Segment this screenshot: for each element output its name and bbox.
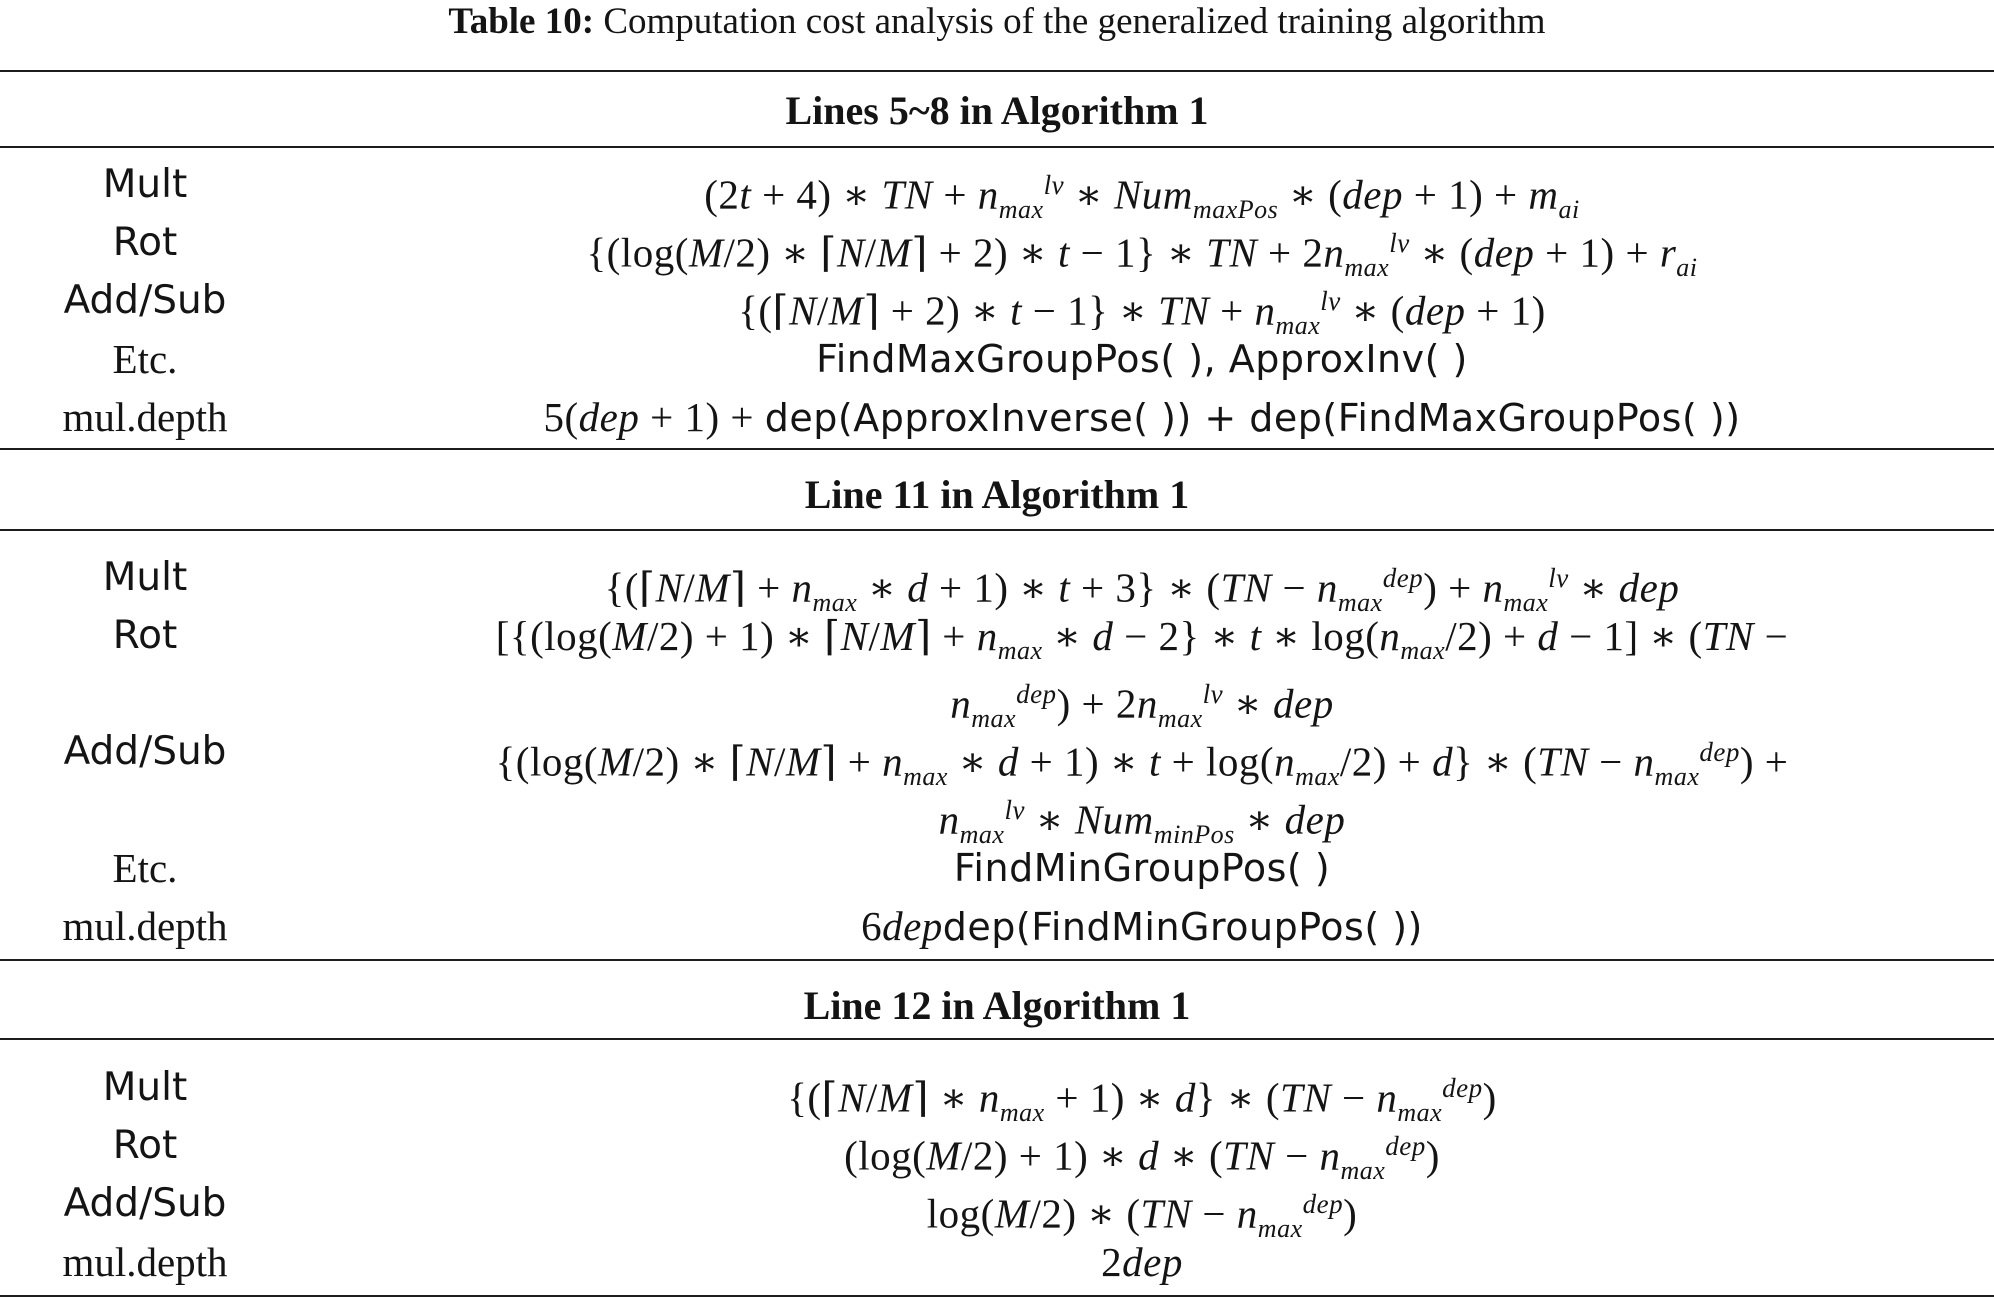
table-row	[0, 549, 1994, 617]
table-row	[0, 214, 1994, 282]
bottom-rule	[0, 1295, 1994, 1297]
table-row	[0, 1059, 1994, 1127]
table-row	[0, 839, 1994, 897]
row-label: Mult	[102, 162, 188, 207]
row-label: Add/Sub	[63, 729, 227, 774]
table-row	[0, 272, 1994, 340]
section-1-header-rule	[0, 146, 1994, 148]
table-row	[0, 1117, 1994, 1185]
row-expression: log(M/2) ∗ $(TN - n_{max}^{dep})$	[926, 1189, 1358, 1243]
section-3-top-rule	[0, 959, 1994, 961]
row-expression: (2t + 4) ∗ TN + $n_{max}^{lv}$ ∗ Num$_{maxPos}$ ∗ $(dep + 1) + m_{ai}$	[704, 170, 1580, 224]
row-expression: (log(M/2) + 1) ∗ d ∗ $(TN - n_{max}^{dep})$	[844, 1131, 1440, 1185]
row-label: Mult	[102, 555, 188, 600]
row-label: mul.depth	[62, 1239, 228, 1285]
row-expression: FindMinGroupPos( )	[953, 846, 1331, 890]
caption-text: Computation cost analysis of the generalized training algorithm	[603, 1, 1546, 42]
table-row	[0, 607, 1994, 665]
row-expression: FindMaxGroupPos( ), ApproxInv( )	[816, 337, 1468, 381]
row-label: Etc.	[112, 336, 178, 382]
row-label: Add/Sub	[63, 278, 227, 323]
row-label: mul.depth	[62, 394, 228, 440]
table-row	[0, 330, 1994, 388]
row-expression: {(⌈N/M⌉ + $n_{max}$ ∗ d + 1) ∗ t + 3} ∗ $(TN - n_{max}^{dep}) + n_{max}^{lv}$ ∗ dep	[604, 563, 1680, 617]
table-row	[0, 1233, 1994, 1291]
row-expression: {(⌈N/M⌉ + 2) ∗ t − 1} ∗ TN + $n_{max}^{lv}$ ∗ (dep + 1)	[738, 286, 1546, 340]
row-label: Rot	[112, 220, 178, 265]
row-expression: 5(dep + 1) + dep(ApproxInverse( )) + dep(FindMaxGroupPos( ))	[543, 394, 1741, 440]
row-expression: {(⌈N/M⌉ ∗ $n_{max} + 1$) ∗ d} ∗ $(TN - n_{max}^{dep})$	[787, 1073, 1497, 1127]
section-1-title: Lines 5~8 in Algorithm 1	[785, 88, 1209, 133]
table-row	[0, 156, 1994, 224]
row-label: mul.depth	[62, 903, 228, 949]
table-caption	[0, 0, 1994, 44]
row-expression: $n_{max}^{lv}$ ∗ Num$_{minPos}$ ∗ dep	[938, 795, 1346, 849]
section-2-header-rule	[0, 529, 1994, 531]
section-3-title: Line 12 in Algorithm 1	[803, 983, 1191, 1028]
row-expression: 6depdep(FindMinGroupPos( ))	[861, 903, 1423, 949]
top-rule	[0, 70, 1994, 72]
row-label: Rot	[112, 613, 178, 658]
table-row	[0, 897, 1994, 955]
table-row	[0, 723, 1994, 791]
row-expression: {(log(M/2) ∗ ⌈N/M⌉ + 2) ∗ t − 1} ∗ TN + $2n_{max}^{lv}$ ∗ $(dep + 1) + r_{ai}$	[586, 228, 1698, 282]
row-expression: $n_{max}^{dep}) + 2n_{max}^{lv}$ ∗ dep	[950, 679, 1334, 733]
section-2-top-rule	[0, 448, 1994, 450]
caption-label: Table 10:	[448, 1, 595, 42]
row-label: Etc.	[112, 845, 178, 891]
table-row-continuation	[0, 781, 1994, 849]
section-2-title: Line 11 in Algorithm 1	[804, 472, 1190, 517]
table-row	[0, 1175, 1994, 1243]
row-expression: [{(log(M/2) + 1) ∗ ⌈N/M⌉ + $n_{max}$ ∗ d − 2} ∗ t ∗ $\log(n_{max}/2) + d - 1$] ∗ (TN −	[495, 613, 1789, 666]
row-label: Rot	[112, 1123, 178, 1168]
row-expression: {(log(M/2) ∗ ⌈N/M⌉ + $n_{max}$ ∗ d + 1) ∗ $t + \log(n_{max}/2) + d$} ∗ $(TN - n_{max}^{dep})$ +	[495, 737, 1789, 791]
table-row	[0, 388, 1994, 446]
row-label: Mult	[102, 1065, 188, 1110]
row-expression: 2dep	[1101, 1239, 1183, 1285]
section-3-header-rule	[0, 1038, 1994, 1040]
row-label: Add/Sub	[63, 1181, 227, 1226]
table-row-continuation	[0, 665, 1994, 733]
